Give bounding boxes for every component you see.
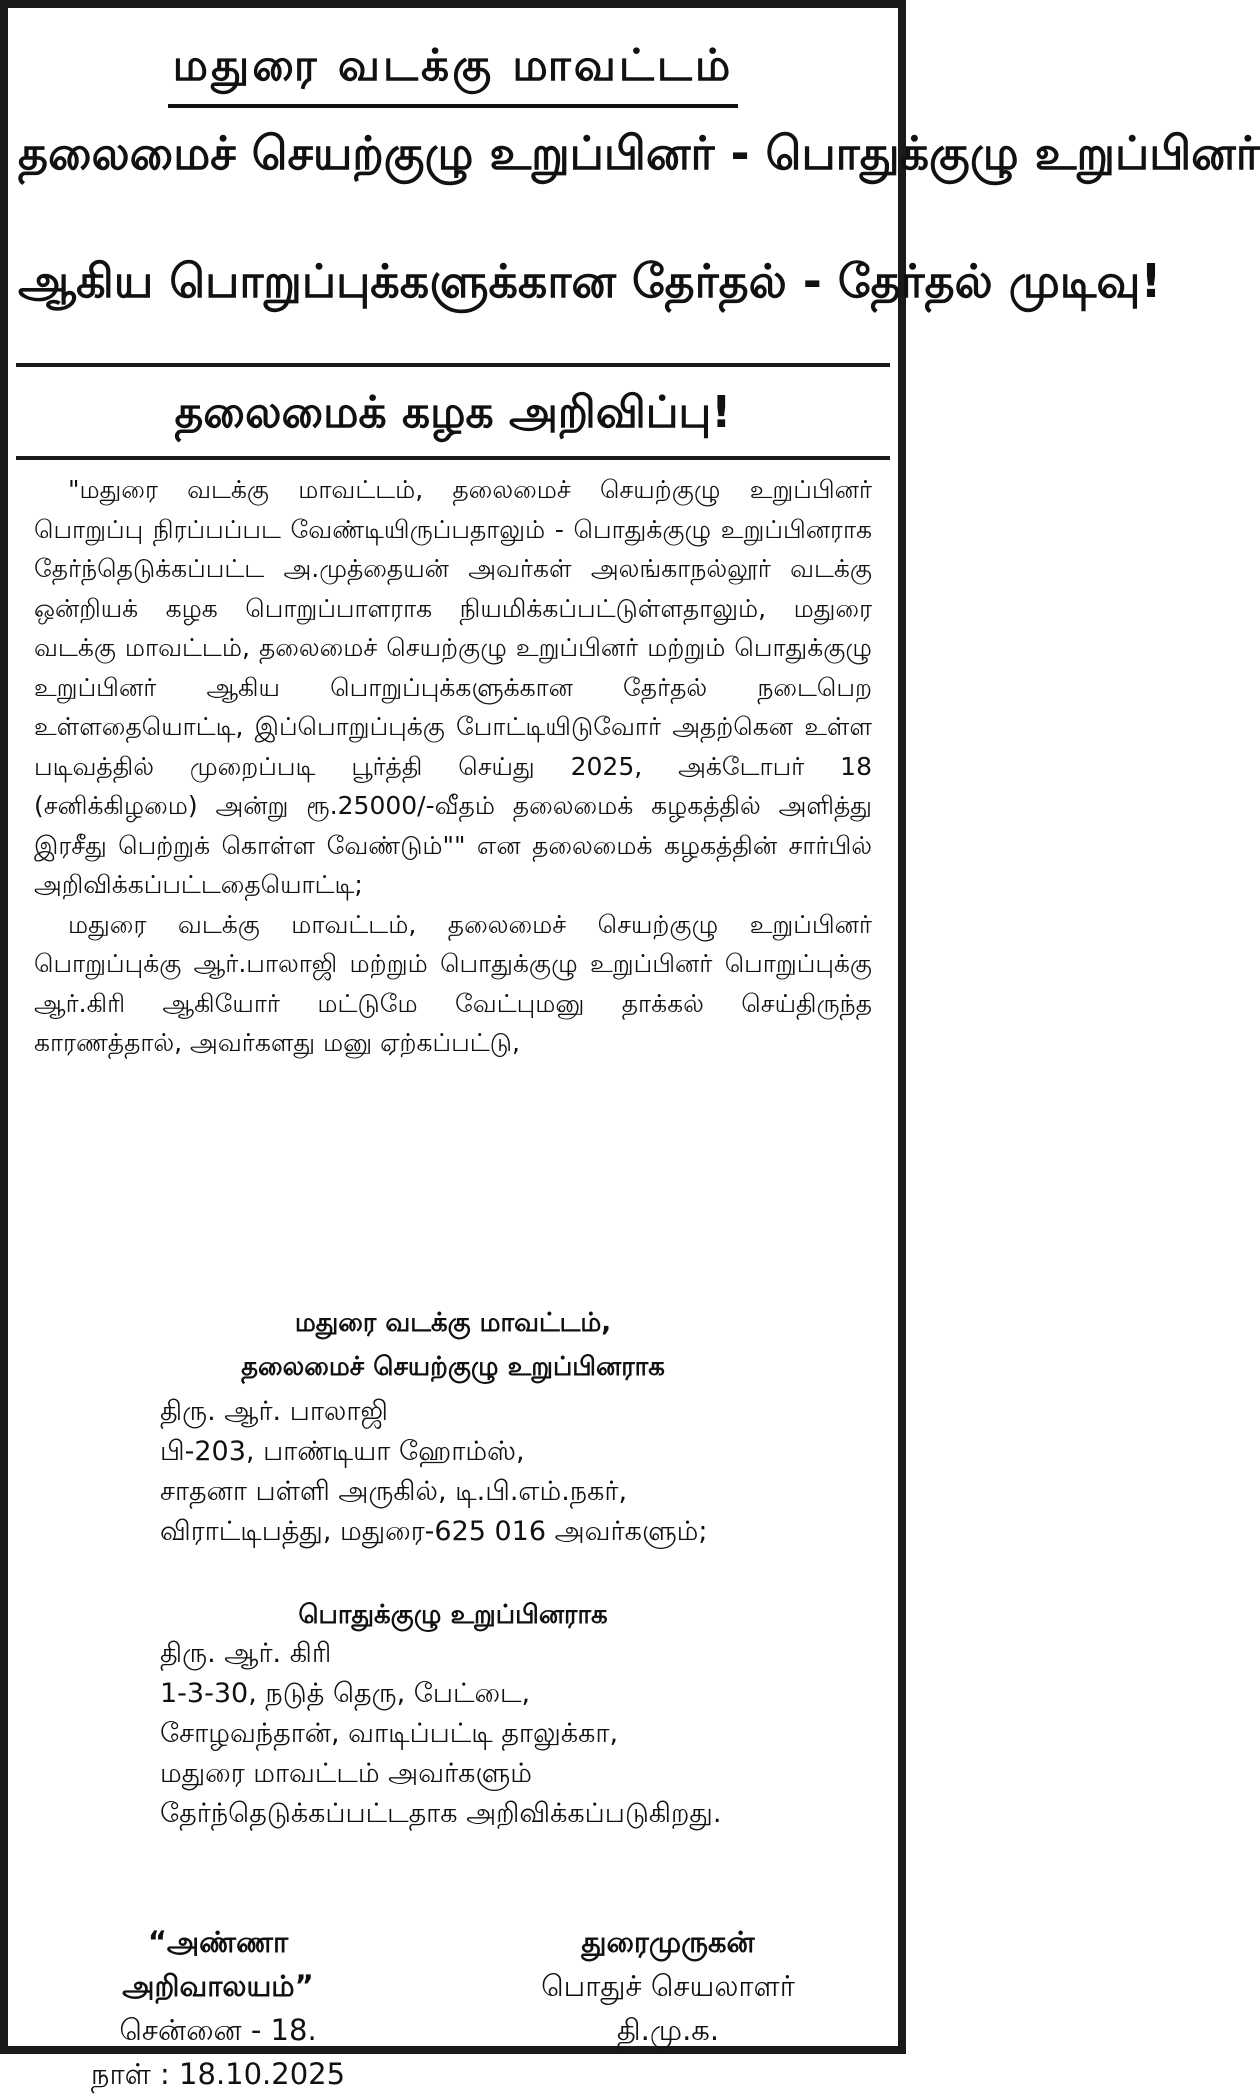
general-member-name: திரு. ஆர். கிரி	[160, 1638, 332, 1669]
general-member-address	[160, 1634, 721, 1834]
header-divider	[16, 363, 890, 367]
party-name: தி.மு.க.	[616, 2013, 720, 2047]
signatory-designation: பொதுச் செயலாளர்	[541, 1969, 795, 2003]
notice-date: நாள் : 18.10.2025	[90, 2057, 346, 2091]
district-title: மதுரை வடக்கு மாவட்டம்	[172, 40, 734, 91]
executive-member-heading-1: மதுரை வடக்கு மாவட்டம்,	[294, 1308, 612, 1338]
announcement-body	[34, 470, 872, 1063]
footer-office-block	[48, 1920, 388, 2096]
executive-member-heading-2: தலைமைச் செயற்குழு உறுப்பினராக	[241, 1352, 665, 1382]
general-member-address-3: மதுரை மாவட்டம் அவர்களும்	[160, 1758, 532, 1789]
general-member-address-1: 1-3-30, நடுத் தெரு, பேட்டை,	[160, 1678, 531, 1709]
subheading-divider	[16, 456, 890, 460]
office-name: “அண்ணா அறிவாலயம்”	[122, 1925, 314, 2003]
signatory-name: துரைமுருகன்	[581, 1925, 755, 1959]
body-paragraph-2: மதுரை வடக்கு மாவட்டம், தலைமைச் செயற்குழு உறுப்பினர் பொறுப்புக்கு ஆர்.பாலாஜி மற்றும் பொதுக்குழு உறுப்பினர் பொறுப்புக்கு ஆர்.கிரி ஆகியோர் மட்டுமே வேட்புமனு தாக்கல் செய்திருந்த காரணத்தால், அவர்களது மனு ஏற்கப்பட்டு,	[34, 909, 872, 1057]
footer-signatory-block	[498, 1920, 838, 2052]
executive-member-address	[160, 1392, 708, 1552]
general-member-address-2: சோழவந்தான், வாடிப்பட்டி தாலுக்கா,	[160, 1718, 619, 1749]
office-city: சென்னை - 18.	[119, 2013, 317, 2047]
election-title-line1: தலைமைச் செயற்குழு உறுப்பினர் - பொதுக்குழு உறுப்பினர்	[18, 126, 1260, 180]
announcement-subheading: தலைமைக் கழக அறிவிப்பு!	[174, 387, 732, 438]
title-underline	[168, 104, 738, 108]
general-member-address-4: தேர்ந்தெடுக்கப்பட்டதாக அறிவிக்கப்படுகிறது.	[160, 1798, 722, 1829]
executive-member-name: திரு. ஆர். பாலாஜி	[160, 1396, 388, 1427]
notice-header	[18, 18, 1260, 368]
executive-member-address-3: விராட்டிபத்து, மதுரை-625 016 அவர்களும்;	[160, 1516, 708, 1547]
general-member-heading: பொதுக்குழு உறுப்பினராக	[298, 1600, 608, 1630]
election-title-line2: ஆகிய பொறுப்புக்களுக்கான தேர்தல் - தேர்தல் முடிவு!	[18, 254, 1162, 308]
executive-member-address-2: சாதனா பள்ளி அருகில், டி.பி.எம்.நகர்,	[160, 1476, 628, 1507]
executive-member-address-1: பி-203, பாண்டியா ஹோம்ஸ்,	[160, 1436, 525, 1467]
body-paragraph-1: "மதுரை வடக்கு மாவட்டம், தலைமைச் செயற்குழு உறுப்பினர் பொறுப்பு நிரப்பப்பட வேண்டியிருப்பதாலும் - பொதுக்குழு உறுப்பினராக தேர்ந்தெடுக்கப்பட்ட அ.முத்தையன் அவர்கள் அலங்காநல்லூர் வடக்கு ஒன்றியக் கழக பொறுப்பாளராக நியமிக்கப்பட்டுள்ளதாலும், மதுரை வடக்கு மாவட்டம், தலைமைச் செயற்குழு உறுப்பினர் மற்றும் பொதுக்குழு உறுப்பினர் ஆகிய பொறுப்புக்களுக்கான தேர்தல் நடைபெற உள்ளதையொட்டி, இப்பொறுப்புக்கு போட்டியிடுவோர் அதற்கென உள்ள படிவத்தில் முறைப்படி பூர்த்தி செய்து 2025, அக்டோபர் 18 (சனிக்கிழமை) அன்று ரூ.25000/-வீதம் தலைமைக் கழகத்தில் அளித்து இரசீது பெற்றுக் கொள்ள வேண்டும்"" என தலைமைக் கழகத்தின் சார்பில் அறிவிக்கப்பட்டதையொட்டி;	[34, 475, 872, 899]
